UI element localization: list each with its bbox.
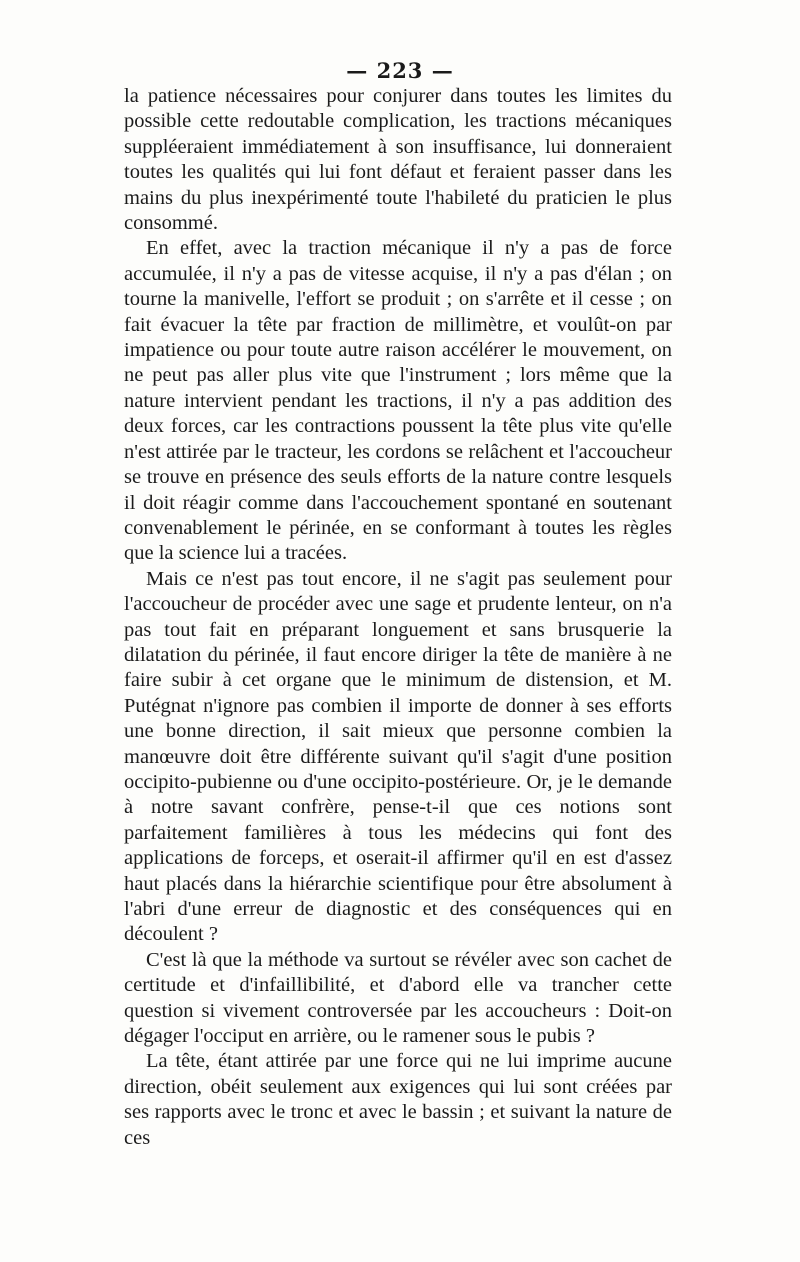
page-number: — 223 —	[346, 58, 454, 83]
paragraph: C'est là que la méthode va surtout se révéler avec son cachet de certitude et d'infaillibilité, et d'abord elle va trancher cette question si vivement controversée par les accoucheurs : Doit-on dégager l'occiput en arrière, ou le ramener sous le pubis ?	[124, 948, 672, 1048]
paragraph-continuation: la patience nécessaires pour conjurer dans toutes les limites du possible cette redoutable complication, les tractions mécaniques suppléeraient immédiatement à son insuffisance, lui donneraient toutes les qualités qui lui font défaut et feraient passer dans les mains du plus inexpérimenté toute l'habileté du praticien le plus consommé.	[124, 85, 672, 235]
body-text	[124, 84, 672, 1151]
paragraph: Mais ce n'est pas tout encore, il ne s'agit pas seulement pour l'accoucheur de procéder avec une sage et prudente lenteur, on n'a pas tout fait en préparant longuement et sans brusquerie la dilatation du périnée, il faut encore diriger la tête de manière à ne faire subir à cet organe que le minimum de distension, et M. Putégnat n'ignore pas combien il importe de donner à ses efforts une bonne direction, il sait mieux que personne combien la manœuvre doit être différente suivant qu'il s'agit d'une position occipito-pubienne ou d'une occipito-postérieure. Or, je le demande à notre savant confrère, pense-t-il que ces notions sont parfaitement familières à tous les médecins qui font des applications de forceps, et oserait-il affirmer qu'il en est d'assez haut placés dans la hiérarchie scientifique pour être absolument à l'abri d'une erreur de diagnostic et des conséquences qui en découlent ?	[124, 567, 672, 946]
paragraph: En effet, avec la traction mécanique il n'y a pas de force accumulée, il n'y a pas de vitesse acquise, il n'y a pas d'élan ; on tourne la manivelle, l'effort se produit ; on s'arrête et il cesse ; on fait évacuer la tête par fraction de millimètre, et voulût-on par impatience ou pour toute autre raison accélérer le mouvement, on ne peut pas aller plus vite que l'instrument ; lors même que la nature intervient pendant les tractions, il n'y a pas addition des deux forces, car les contractions poussent la tête plus vite qu'elle n'est attirée par le tracteur, les cordons se relâchent et l'accoucheur se trouve en présence des seuls efforts de la nature contre lesquels il doit réagir comme dans l'accouchement spontané en soutenant convenablement le périnée, en se conformant à toutes les règles que la science lui a tracées.	[124, 237, 672, 565]
paragraph: La tête, étant attirée par une force qui ne lui imprime aucune direction, obéit seulement aux exigences qui lui sont créées par ses rapports avec le tronc et avec le bassin ; et suivant la nature de ces	[124, 1050, 672, 1149]
